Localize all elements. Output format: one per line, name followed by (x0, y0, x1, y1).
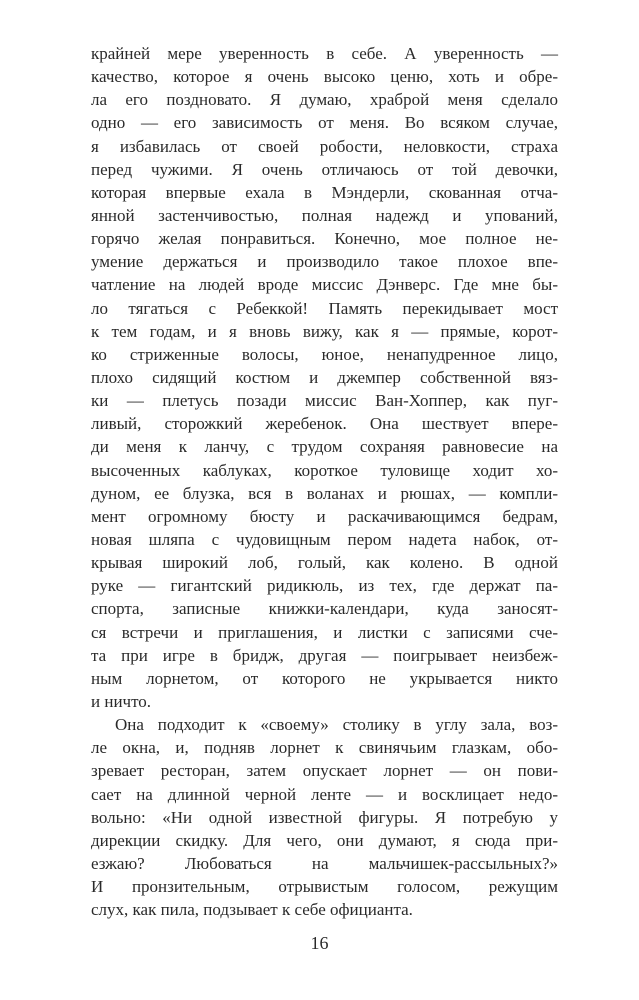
text-line: та при игре в бридж, другая — поигрывает неизбеж- (91, 645, 558, 665)
text-line: качество, которое я очень высоко ценю, хоть и обре- (91, 67, 558, 87)
text-line: чатление на людей вроде миссис Дэнверс. Где мне бы- (91, 275, 558, 295)
text-line: ло тягаться с Ребеккой! Память перекидывает мост (91, 298, 558, 318)
text-line: ле окна, и, подняв лорнет к свинячьим глазкам, обо- (91, 738, 558, 758)
text-line: ко стриженные волосы, юное, ненапудренное лицо, (91, 344, 558, 364)
text-line: одно — его зависимость от меня. Во всяком случае, (91, 113, 558, 133)
paragraph (91, 713, 558, 921)
text-line: и ничто. (91, 691, 152, 711)
text-line: езжаю? Любоваться на мальчишек-рассыльных?» (91, 853, 558, 873)
text-line: дирекции скидку. Для чего, они думают, я сюда при- (91, 830, 558, 850)
text-line: умение держаться и производило такое плохое впе- (91, 252, 558, 272)
text-line: ливый, сторожкий жеребенок. Она шествует впере- (91, 414, 558, 434)
text-line: дуном, ее блузка, вся в воланах и рюшах, — компли- (91, 483, 558, 503)
text-line: вольно: «Ни одной известной фигуры. Я потребую у (91, 807, 558, 827)
text-line: я избавилась от своей робости, неловкости, страха (91, 136, 558, 156)
paragraph (91, 42, 558, 713)
text-line: плохо сидящий костюм и джемпер собственной вяз- (91, 367, 558, 387)
text-line: к тем годам, и я вновь вижу, как я — прямые, корот- (91, 321, 558, 341)
text-line: ся встречи и приглашения, и листки с записями сче- (91, 622, 558, 642)
text-line: зревает ресторан, затем опускает лорнет — он пови- (91, 761, 558, 781)
text-line: ди меня к ланчу, с трудом сохраняя равновесие на (91, 437, 558, 457)
text-line: мент огромному бюсту и раскачивающимся бедрам, (91, 506, 558, 526)
text-line: ным лорнетом, от которого не укрывается никто (91, 668, 558, 688)
text-line: новая шляпа с чудовищным пером надета набок, от- (91, 529, 558, 549)
text-line: И пронзительным, отрывистым голосом, режущим (91, 877, 558, 897)
page-number: 16 (310, 933, 329, 953)
text-line: слух, как пила, подзывает к себе официанта. (91, 900, 413, 920)
text-line: крайней мере уверенность в себе. А уверенность — (91, 44, 558, 63)
text-line: янной застенчивостью, полная надежд и упований, (91, 205, 558, 225)
text-line: спорта, записные книжки-календари, куда заносят- (91, 599, 558, 619)
text-line: ла его поздновато. Я думаю, храброй меня сделало (91, 90, 558, 110)
text-line: высоченных каблуках, короткое туловище ходит хо- (91, 460, 558, 480)
text-line: которая впервые ехала в Мэндерли, скованная отча- (91, 182, 558, 202)
text-line: сает на длинной черной ленте — и восклицает недо- (91, 784, 558, 804)
text-line: перед чужими. Я очень отличаюсь от той девочки, (91, 159, 558, 179)
text-line: руке — гигантский ридикюль, из тех, где держат па- (91, 576, 558, 596)
text-line: крывая широкий лоб, голый, как колено. В одной (91, 553, 558, 573)
book-page-text (91, 42, 558, 921)
text-line: Она подходит к «своему» столику в углу зала, воз- (115, 715, 558, 735)
text-line: горячо желая понравиться. Конечно, мое полное не- (91, 229, 558, 249)
text-line: ки — плетусь позади миссис Ван-Хоппер, как пуг- (91, 391, 558, 411)
